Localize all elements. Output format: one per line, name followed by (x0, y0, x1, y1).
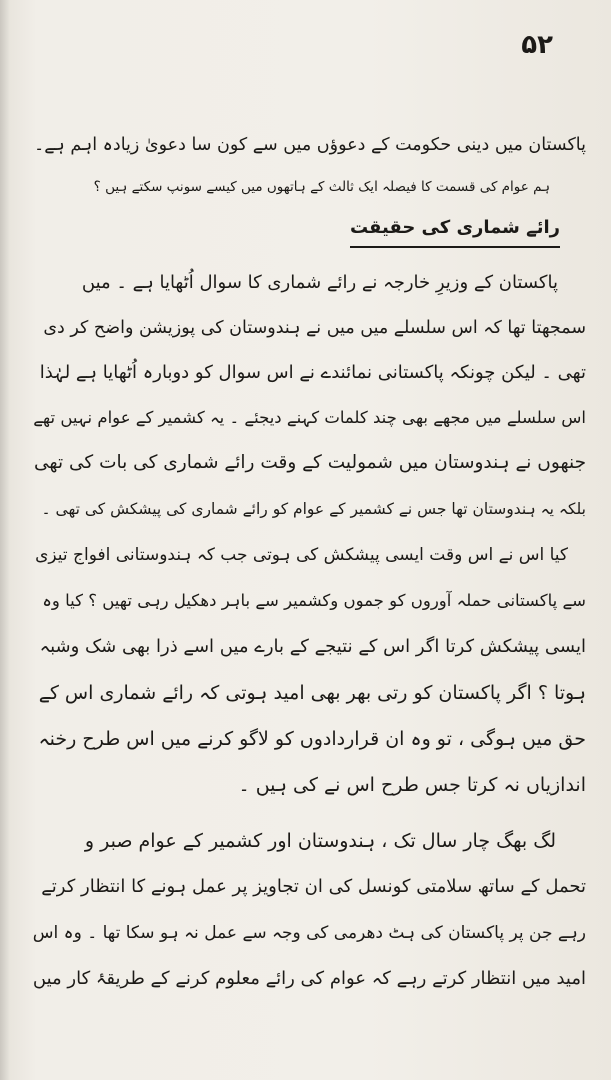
intro-line: ہم عوام کی قسمت کا فیصلہ ایک ثالث کے ہاتھوں میں کیسے سونپ سکتے ہیں ؟ (93, 179, 550, 195)
paragraph-line: حق میں ہوگی ، تو وہ ان قراردادوں کو لاگو کرنے میں اس طرح رخنہ (38, 728, 586, 750)
intro-line: پاکستان میں دینی حکومت کے دعوؤں میں سے کون سا دعویٰ زیادہ اہم ہے۔ (34, 135, 586, 155)
paragraph-line: سے پاکستانی حملہ آوروں کو جموں وکشمیر سے باہر دھکیل رہی تھیں ؟ کیا وہ (42, 591, 586, 610)
paragraph-line: کیا اس نے اس وقت ایسی پیشکش کی ہوتی جب کہ ہندوستانی افواج تیزی (35, 545, 568, 565)
paragraph-line: امید میں انتظار کرتے رہے کہ عوام کی رائے معلوم کرنے کے طریقۂ کار میں (32, 968, 586, 989)
paragraph-line: سمجھتا تھا کہ اس سلسلے میں میں نے ہندوستان کی پوزیشن واضح کر دی (43, 318, 586, 338)
paragraph-line: ایسی پیشکش کرتا اگر اس کے نتیجے کے بارے میں اسے ذرا بھی شک وشبہ (39, 636, 586, 657)
page-binding-shadow (0, 0, 10, 1080)
paragraph-line: پاکستان کے وزیرِ خارجہ نے رائے شماری کا سوال اُٹھایا ہے ۔ میں (81, 272, 558, 293)
section-heading: رائے شماری کی حقیقت (350, 212, 560, 248)
paragraph-line: لگ بھگ چار سال تک ، ہندوستان اور کشمیر کے عوام صبر و (84, 830, 556, 852)
page-number: ۵۲ (521, 30, 553, 60)
paragraph-line: جنھوں نے ہندوستان میں شمولیت کے وقت رائے شماری کی بات کی تھی (34, 452, 586, 473)
paragraph-line: تھی ۔ لیکن چونکہ پاکستانی نمائندے نے اس سوال کو دوبارہ اُٹھایا ہے لہٰذا (39, 362, 586, 383)
paragraph-line: بلکہ یہ ہندوستان تھا جس نے کشمیر کے عوام کو رائے شماری کی پیشکش کی تھی ۔ (41, 500, 586, 518)
paragraph-line: تحمل کے ساتھ سلامتی کونسل کی ان تجاویز پر عمل ہونے کا انتظار کرتے (41, 876, 586, 897)
paragraph-line: اندازیاں نہ کرتا جس طرح اس نے کی ہیں ۔ (238, 774, 586, 796)
paragraph-line: ہوتا ؟ اگر پاکستان کو رتی بھر بھی امید ہوتی کہ رائے شماری اس کے (38, 682, 586, 704)
paragraph-line: اس سلسلے میں مجھے بھی چند کلمات کہنے دیجئے ۔ یہ کشمیر کے عوام نہیں تھے (33, 408, 586, 427)
paragraph-line: رہے جن پر پاکستان کی ہٹ دھرمی کی وجہ سے عمل نہ ہو سکا تھا ۔ وہ اس (32, 923, 586, 943)
